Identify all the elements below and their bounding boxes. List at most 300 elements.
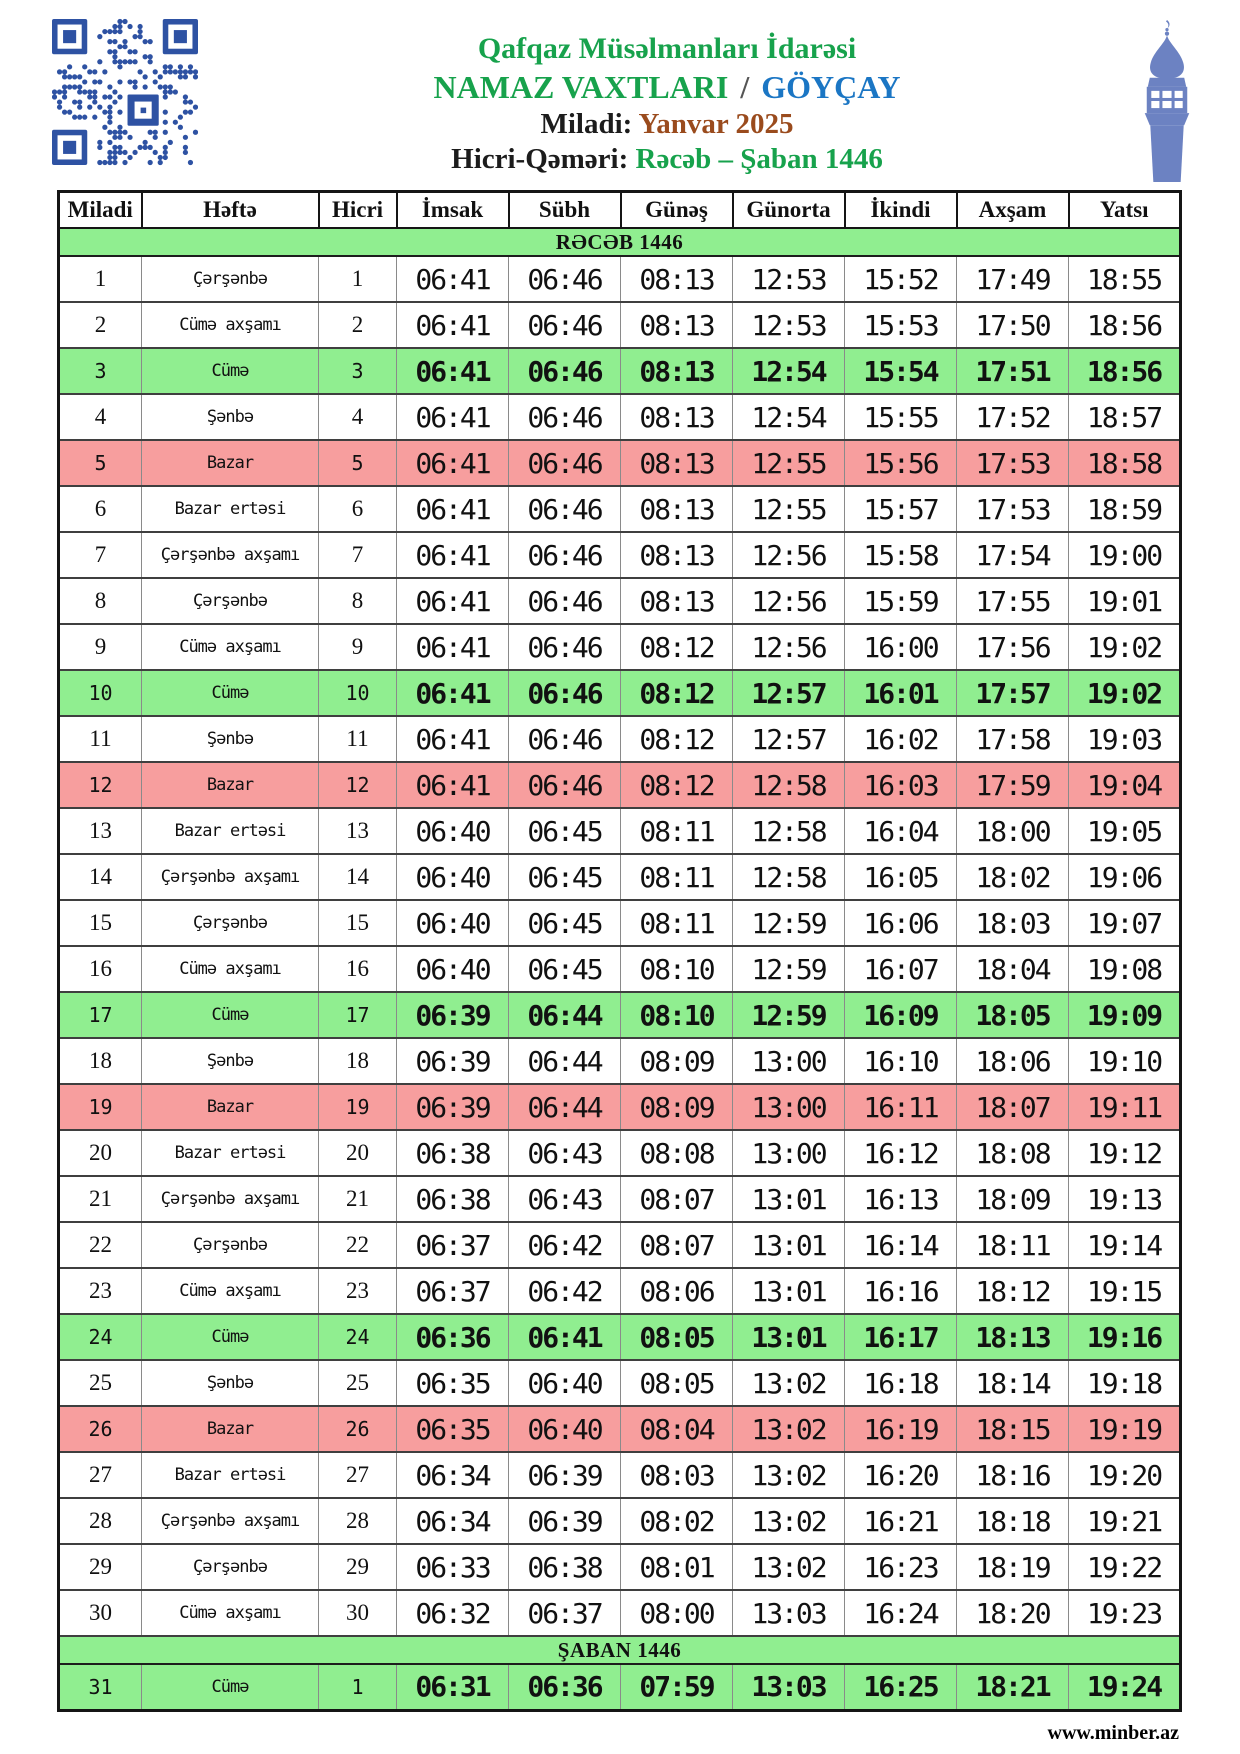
time-cell-yatsi: 19:11 — [1069, 1084, 1181, 1130]
time-cell-yatsi: 19:14 — [1069, 1222, 1181, 1268]
time-cell-yatsi: 19:05 — [1069, 808, 1181, 854]
time-cell-ikindi: 16:07 — [845, 946, 957, 992]
time-cell-ikindi: 16:14 — [845, 1222, 957, 1268]
time-cell-axsam: 17:49 — [957, 256, 1069, 302]
time-cell-imsak: 06:41 — [397, 348, 509, 394]
time-cell-ikindi: 15:55 — [845, 394, 957, 440]
hicri-day-cell: 18 — [319, 1038, 397, 1084]
time-cell-axsam: 18:07 — [957, 1084, 1069, 1130]
time-cell-subh: 06:41 — [509, 1314, 621, 1360]
timetable-row — [59, 578, 1181, 624]
hicri-day-cell: 28 — [319, 1498, 397, 1544]
weekday-cell: Cümə axşamı — [142, 1268, 319, 1314]
miladi-value: Yanvar 2025 — [638, 108, 794, 141]
time-cell-yatsi: 19:20 — [1069, 1452, 1181, 1498]
minaret-icon — [1136, 20, 1198, 182]
time-cell-gunorta: 13:00 — [733, 1084, 845, 1130]
time-cell-axsam: 18:20 — [957, 1590, 1069, 1636]
time-cell-imsak: 06:39 — [397, 1084, 509, 1130]
time-cell-gunes: 08:13 — [621, 256, 733, 302]
time-cell-ikindi: 16:03 — [845, 762, 957, 808]
time-cell-ikindi: 15:56 — [845, 440, 957, 486]
time-cell-gunes: 08:13 — [621, 532, 733, 578]
time-cell-gunes: 07:59 — [621, 1664, 733, 1710]
time-cell-yatsi: 18:55 — [1069, 256, 1181, 302]
hicri-value: Rəcəb – Şaban 1446 — [635, 142, 883, 175]
time-cell-ikindi: 16:01 — [845, 670, 957, 716]
time-cell-axsam: 17:56 — [957, 624, 1069, 670]
hicri-day-cell: 1 — [319, 1664, 397, 1710]
time-cell-ikindi: 16:10 — [845, 1038, 957, 1084]
miladi-day-cell: 26 — [59, 1406, 142, 1452]
column-header-hicri: Hicri — [319, 192, 397, 229]
miladi-day-cell: 6 — [59, 486, 142, 532]
time-cell-gunes: 08:07 — [621, 1222, 733, 1268]
timetable-row — [59, 1038, 1181, 1084]
timetable-row — [59, 670, 1181, 716]
time-cell-ikindi: 15:52 — [845, 256, 957, 302]
time-cell-axsam: 17:54 — [957, 532, 1069, 578]
time-cell-gunes: 08:01 — [621, 1544, 733, 1590]
miladi-day-cell: 29 — [59, 1544, 142, 1590]
time-cell-imsak: 06:37 — [397, 1268, 509, 1314]
timetable-row — [59, 1406, 1181, 1452]
time-cell-gunes: 08:11 — [621, 900, 733, 946]
time-cell-imsak: 06:40 — [397, 946, 509, 992]
time-cell-ikindi: 16:20 — [845, 1452, 957, 1498]
hicri-day-cell: 1 — [319, 256, 397, 302]
weekday-cell: Çərşənbə — [142, 1222, 319, 1268]
time-cell-axsam: 18:13 — [957, 1314, 1069, 1360]
time-cell-subh: 06:43 — [509, 1176, 621, 1222]
column-header-axsam: Axşam — [957, 192, 1069, 229]
hicri-day-cell: 7 — [319, 532, 397, 578]
time-cell-axsam: 18:00 — [957, 808, 1069, 854]
weekday-cell: Bazar ertəsi — [142, 1130, 319, 1176]
time-cell-gunorta: 12:59 — [733, 946, 845, 992]
time-cell-subh: 06:38 — [509, 1544, 621, 1590]
hicri-day-cell: 21 — [319, 1176, 397, 1222]
weekday-cell: Cümə — [142, 992, 319, 1038]
timetable-row — [59, 624, 1181, 670]
time-cell-ikindi: 16:11 — [845, 1084, 957, 1130]
timetable-row — [59, 1268, 1181, 1314]
weekday-cell: Çərşənbə axşamı — [142, 1176, 319, 1222]
timetable-row — [59, 302, 1181, 348]
weekday-cell: Cümə axşamı — [142, 1590, 319, 1636]
time-cell-imsak: 06:39 — [397, 1038, 509, 1084]
time-cell-yatsi: 19:23 — [1069, 1590, 1181, 1636]
time-cell-gunorta: 12:58 — [733, 854, 845, 900]
time-cell-gunorta: 12:54 — [733, 394, 845, 440]
time-cell-gunes: 08:02 — [621, 1498, 733, 1544]
time-cell-imsak: 06:41 — [397, 716, 509, 762]
title-separator: / — [740, 68, 750, 105]
weekday-cell: Cümə axşamı — [142, 624, 319, 670]
time-cell-subh: 06:45 — [509, 946, 621, 992]
time-cell-subh: 06:36 — [509, 1664, 621, 1710]
time-cell-gunorta: 12:56 — [733, 578, 845, 624]
time-cell-gunorta: 12:59 — [733, 900, 845, 946]
time-cell-gunes: 08:12 — [621, 716, 733, 762]
time-cell-ikindi: 16:12 — [845, 1130, 957, 1176]
month-section-row — [59, 228, 1181, 256]
time-cell-gunorta: 12:55 — [733, 440, 845, 486]
time-cell-imsak: 06:40 — [397, 900, 509, 946]
time-cell-yatsi: 18:58 — [1069, 440, 1181, 486]
time-cell-gunes: 08:07 — [621, 1176, 733, 1222]
organization-title: Qafqaz Müsəlmanları İdarəsi — [477, 32, 857, 65]
time-cell-gunorta: 13:02 — [733, 1452, 845, 1498]
time-cell-imsak: 06:40 — [397, 808, 509, 854]
time-cell-gunorta: 13:02 — [733, 1498, 845, 1544]
weekday-cell: Bazar — [142, 762, 319, 808]
timetable-row — [59, 1664, 1181, 1710]
time-cell-subh: 06:46 — [509, 302, 621, 348]
time-cell-subh: 06:37 — [509, 1590, 621, 1636]
time-cell-subh: 06:39 — [509, 1498, 621, 1544]
time-cell-subh: 06:45 — [509, 900, 621, 946]
hicri-day-cell: 29 — [319, 1544, 397, 1590]
hicri-day-cell: 25 — [319, 1360, 397, 1406]
time-cell-subh: 06:40 — [509, 1360, 621, 1406]
weekday-cell: Bazar — [142, 440, 319, 486]
time-cell-yatsi: 19:03 — [1069, 716, 1181, 762]
miladi-day-cell: 28 — [59, 1498, 142, 1544]
time-cell-imsak: 06:32 — [397, 1590, 509, 1636]
time-cell-imsak: 06:41 — [397, 486, 509, 532]
miladi-day-cell: 14 — [59, 854, 142, 900]
time-cell-subh: 06:46 — [509, 624, 621, 670]
time-cell-gunes: 08:04 — [621, 1406, 733, 1452]
timetable-row — [59, 762, 1181, 808]
miladi-day-cell: 16 — [59, 946, 142, 992]
hicri-day-cell: 26 — [319, 1406, 397, 1452]
hicri-day-cell: 13 — [319, 808, 397, 854]
time-cell-imsak: 06:34 — [397, 1498, 509, 1544]
page-header — [0, 0, 1240, 190]
time-cell-ikindi: 15:59 — [845, 578, 957, 624]
weekday-cell: Çərşənbə — [142, 578, 319, 624]
time-cell-axsam: 18:03 — [957, 900, 1069, 946]
time-cell-ikindi: 16:24 — [845, 1590, 957, 1636]
column-header-imsak: İmsak — [397, 192, 509, 229]
time-cell-gunorta: 12:53 — [733, 302, 845, 348]
time-cell-gunorta: 13:02 — [733, 1544, 845, 1590]
time-cell-axsam: 18:09 — [957, 1176, 1069, 1222]
miladi-day-cell: 10 — [59, 670, 142, 716]
miladi-day-cell: 2 — [59, 302, 142, 348]
hicri-day-cell: 14 — [319, 854, 397, 900]
time-cell-ikindi: 15:57 — [845, 486, 957, 532]
hicri-day-cell: 23 — [319, 1268, 397, 1314]
weekday-cell: Çərşənbə — [142, 256, 319, 302]
time-cell-axsam: 18:08 — [957, 1130, 1069, 1176]
time-cell-axsam: 18:06 — [957, 1038, 1069, 1084]
time-cell-ikindi: 16:04 — [845, 808, 957, 854]
miladi-day-cell: 8 — [59, 578, 142, 624]
header-titles — [198, 18, 1136, 177]
time-cell-subh: 06:40 — [509, 1406, 621, 1452]
time-cell-gunes: 08:12 — [621, 624, 733, 670]
hicri-day-cell: 9 — [319, 624, 397, 670]
miladi-line — [198, 108, 1136, 140]
main-title — [198, 70, 1136, 106]
time-cell-gunorta: 13:02 — [733, 1360, 845, 1406]
hicri-day-cell: 27 — [319, 1452, 397, 1498]
time-cell-axsam: 18:21 — [957, 1664, 1069, 1710]
timetable-row — [59, 348, 1181, 394]
weekday-cell: Bazar — [142, 1406, 319, 1452]
hicri-day-cell: 10 — [319, 670, 397, 716]
city-name: GÖYÇAY — [761, 68, 901, 105]
time-cell-yatsi: 19:07 — [1069, 900, 1181, 946]
timetable-row — [59, 900, 1181, 946]
weekday-cell: Cümə — [142, 670, 319, 716]
time-cell-yatsi: 19:18 — [1069, 1360, 1181, 1406]
time-cell-axsam: 17:51 — [957, 348, 1069, 394]
hicri-day-cell: 3 — [319, 348, 397, 394]
time-cell-yatsi: 19:21 — [1069, 1498, 1181, 1544]
miladi-day-cell: 17 — [59, 992, 142, 1038]
time-cell-imsak: 06:41 — [397, 302, 509, 348]
time-cell-ikindi: 16:02 — [845, 716, 957, 762]
time-cell-yatsi: 18:57 — [1069, 394, 1181, 440]
time-cell-subh: 06:46 — [509, 348, 621, 394]
hicri-day-cell: 12 — [319, 762, 397, 808]
time-cell-ikindi: 16:25 — [845, 1664, 957, 1710]
timetable-row — [59, 1498, 1181, 1544]
time-cell-yatsi: 19:22 — [1069, 1544, 1181, 1590]
time-cell-subh: 06:44 — [509, 1084, 621, 1130]
time-cell-gunes: 08:13 — [621, 348, 733, 394]
time-cell-gunorta: 13:01 — [733, 1268, 845, 1314]
time-cell-subh: 06:46 — [509, 486, 621, 532]
prayer-times-table — [57, 190, 1182, 1712]
time-cell-imsak: 06:41 — [397, 624, 509, 670]
time-cell-subh: 06:46 — [509, 670, 621, 716]
time-cell-ikindi: 16:17 — [845, 1314, 957, 1360]
column-header-gunes: Günəş — [621, 192, 733, 229]
timetable-row — [59, 1360, 1181, 1406]
time-cell-gunorta: 13:00 — [733, 1130, 845, 1176]
time-cell-gunorta: 12:55 — [733, 486, 845, 532]
weekday-cell: Çərşənbə — [142, 1544, 319, 1590]
time-cell-yatsi: 19:02 — [1069, 670, 1181, 716]
time-cell-axsam: 17:53 — [957, 440, 1069, 486]
weekday-cell: Bazar ertəsi — [142, 486, 319, 532]
timetable-row — [59, 256, 1181, 302]
time-cell-yatsi: 18:59 — [1069, 486, 1181, 532]
time-cell-imsak: 06:38 — [397, 1176, 509, 1222]
time-cell-subh: 06:46 — [509, 256, 621, 302]
time-cell-yatsi: 19:13 — [1069, 1176, 1181, 1222]
hicri-day-cell: 24 — [319, 1314, 397, 1360]
timetable-row — [59, 1314, 1181, 1360]
time-cell-yatsi: 19:24 — [1069, 1664, 1181, 1710]
weekday-cell: Şənbə — [142, 394, 319, 440]
time-cell-subh: 06:46 — [509, 762, 621, 808]
time-cell-subh: 06:42 — [509, 1222, 621, 1268]
miladi-day-cell: 24 — [59, 1314, 142, 1360]
time-cell-gunorta: 13:00 — [733, 1038, 845, 1084]
time-cell-ikindi: 16:13 — [845, 1176, 957, 1222]
timetable-row — [59, 532, 1181, 578]
weekday-cell: Bazar ertəsi — [142, 808, 319, 854]
time-cell-gunes: 08:13 — [621, 578, 733, 624]
time-cell-imsak: 06:34 — [397, 1452, 509, 1498]
miladi-day-cell: 31 — [59, 1664, 142, 1710]
time-cell-axsam: 17:52 — [957, 394, 1069, 440]
timetable-row — [59, 486, 1181, 532]
column-header-subh: Sübh — [509, 192, 621, 229]
time-cell-axsam: 18:16 — [957, 1452, 1069, 1498]
miladi-day-cell: 30 — [59, 1590, 142, 1636]
time-cell-imsak: 06:41 — [397, 440, 509, 486]
miladi-day-cell: 18 — [59, 1038, 142, 1084]
hicri-day-cell: 30 — [319, 1590, 397, 1636]
time-cell-axsam: 17:58 — [957, 716, 1069, 762]
month-section-label: RƏCƏB 1446 — [59, 228, 1181, 256]
timetable-row — [59, 1084, 1181, 1130]
hicri-day-cell: 19 — [319, 1084, 397, 1130]
time-cell-imsak: 06:37 — [397, 1222, 509, 1268]
miladi-day-cell: 25 — [59, 1360, 142, 1406]
timetable-row — [59, 716, 1181, 762]
time-cell-axsam: 17:57 — [957, 670, 1069, 716]
miladi-day-cell: 5 — [59, 440, 142, 486]
hicri-day-cell: 22 — [319, 1222, 397, 1268]
month-section-label: ŞABAN 1446 — [59, 1636, 1181, 1664]
timetable-row — [59, 1176, 1181, 1222]
time-cell-ikindi: 16:05 — [845, 854, 957, 900]
weekday-cell: Şənbə — [142, 1360, 319, 1406]
time-cell-yatsi: 18:56 — [1069, 348, 1181, 394]
time-cell-subh: 06:46 — [509, 532, 621, 578]
time-cell-imsak: 06:38 — [397, 1130, 509, 1176]
weekday-cell: Cümə — [142, 1664, 319, 1710]
miladi-day-cell: 11 — [59, 716, 142, 762]
timetable-row — [59, 1130, 1181, 1176]
miladi-day-cell: 7 — [59, 532, 142, 578]
time-cell-axsam: 18:12 — [957, 1268, 1069, 1314]
timetable-row — [59, 992, 1181, 1038]
time-cell-gunes: 08:05 — [621, 1314, 733, 1360]
timetable-row — [59, 1452, 1181, 1498]
time-cell-gunorta: 12:57 — [733, 670, 845, 716]
time-cell-axsam: 18:04 — [957, 946, 1069, 992]
time-cell-imsak: 06:33 — [397, 1544, 509, 1590]
time-cell-axsam: 17:53 — [957, 486, 1069, 532]
time-cell-gunes: 08:13 — [621, 302, 733, 348]
miladi-day-cell: 23 — [59, 1268, 142, 1314]
weekday-cell: Çərşənbə axşamı — [142, 1498, 319, 1544]
time-cell-gunes: 08:03 — [621, 1452, 733, 1498]
weekday-cell: Şənbə — [142, 716, 319, 762]
time-cell-ikindi: 16:21 — [845, 1498, 957, 1544]
time-cell-axsam: 18:11 — [957, 1222, 1069, 1268]
time-cell-gunes: 08:08 — [621, 1130, 733, 1176]
time-cell-gunorta: 12:58 — [733, 762, 845, 808]
time-cell-imsak: 06:41 — [397, 532, 509, 578]
weekday-cell: Cümə axşamı — [142, 302, 319, 348]
main-title-text: NAMAZ VAXTLARI — [433, 68, 729, 105]
time-cell-gunes: 08:06 — [621, 1268, 733, 1314]
weekday-cell: Cümə — [142, 348, 319, 394]
time-cell-axsam: 18:14 — [957, 1360, 1069, 1406]
time-cell-ikindi: 16:16 — [845, 1268, 957, 1314]
time-cell-ikindi: 15:58 — [845, 532, 957, 578]
time-cell-ikindi: 15:54 — [845, 348, 957, 394]
time-cell-imsak: 06:36 — [397, 1314, 509, 1360]
time-cell-gunorta: 12:57 — [733, 716, 845, 762]
time-cell-axsam: 18:02 — [957, 854, 1069, 900]
column-header-hefte: Həftə — [142, 192, 319, 229]
hicri-day-cell: 20 — [319, 1130, 397, 1176]
column-header-ikindi: İkindi — [845, 192, 957, 229]
time-cell-imsak: 06:41 — [397, 762, 509, 808]
time-cell-axsam: 18:15 — [957, 1406, 1069, 1452]
time-cell-gunes: 08:05 — [621, 1360, 733, 1406]
website-url: www.minber.az — [1047, 1721, 1179, 1744]
column-header-yatsi: Yatsı — [1069, 192, 1181, 229]
time-cell-gunes: 08:12 — [621, 762, 733, 808]
time-cell-ikindi: 16:00 — [845, 624, 957, 670]
time-cell-gunorta: 12:59 — [733, 992, 845, 1038]
timetable-row — [59, 1222, 1181, 1268]
hicri-line — [198, 143, 1136, 175]
column-header-miladi: Miladi — [59, 192, 142, 229]
time-cell-subh: 06:39 — [509, 1452, 621, 1498]
time-cell-subh: 06:44 — [509, 992, 621, 1038]
time-cell-yatsi: 19:10 — [1069, 1038, 1181, 1084]
time-cell-gunorta: 12:53 — [733, 256, 845, 302]
time-cell-imsak: 06:41 — [397, 256, 509, 302]
time-cell-axsam: 18:05 — [957, 992, 1069, 1038]
time-cell-gunorta: 12:54 — [733, 348, 845, 394]
time-cell-yatsi: 19:16 — [1069, 1314, 1181, 1360]
time-cell-gunorta: 12:58 — [733, 808, 845, 854]
time-cell-gunorta: 13:03 — [733, 1590, 845, 1636]
time-cell-imsak: 06:41 — [397, 578, 509, 624]
time-cell-yatsi: 19:06 — [1069, 854, 1181, 900]
time-cell-imsak: 06:31 — [397, 1664, 509, 1710]
hicri-day-cell: 16 — [319, 946, 397, 992]
miladi-day-cell: 15 — [59, 900, 142, 946]
hicri-day-cell: 8 — [319, 578, 397, 624]
weekday-cell: Çərşənbə axşamı — [142, 532, 319, 578]
weekday-cell: Bazar ertəsi — [142, 1452, 319, 1498]
time-cell-gunes: 08:10 — [621, 992, 733, 1038]
miladi-day-cell: 9 — [59, 624, 142, 670]
weekday-cell: Cümə — [142, 1314, 319, 1360]
time-cell-yatsi: 19:04 — [1069, 762, 1181, 808]
hicri-day-cell: 11 — [319, 716, 397, 762]
hicri-day-cell: 5 — [319, 440, 397, 486]
time-cell-imsak: 06:39 — [397, 992, 509, 1038]
miladi-day-cell: 4 — [59, 394, 142, 440]
time-cell-gunes: 08:13 — [621, 440, 733, 486]
time-cell-subh: 06:42 — [509, 1268, 621, 1314]
time-cell-subh: 06:43 — [509, 1130, 621, 1176]
hicri-label: Hicri-Qəməri: — [451, 142, 629, 175]
qr-code-icon — [52, 18, 198, 166]
time-cell-gunorta: 13:03 — [733, 1664, 845, 1710]
time-cell-subh: 06:46 — [509, 716, 621, 762]
time-cell-yatsi: 18:56 — [1069, 302, 1181, 348]
table-body — [59, 228, 1181, 1710]
timetable-row — [59, 394, 1181, 440]
